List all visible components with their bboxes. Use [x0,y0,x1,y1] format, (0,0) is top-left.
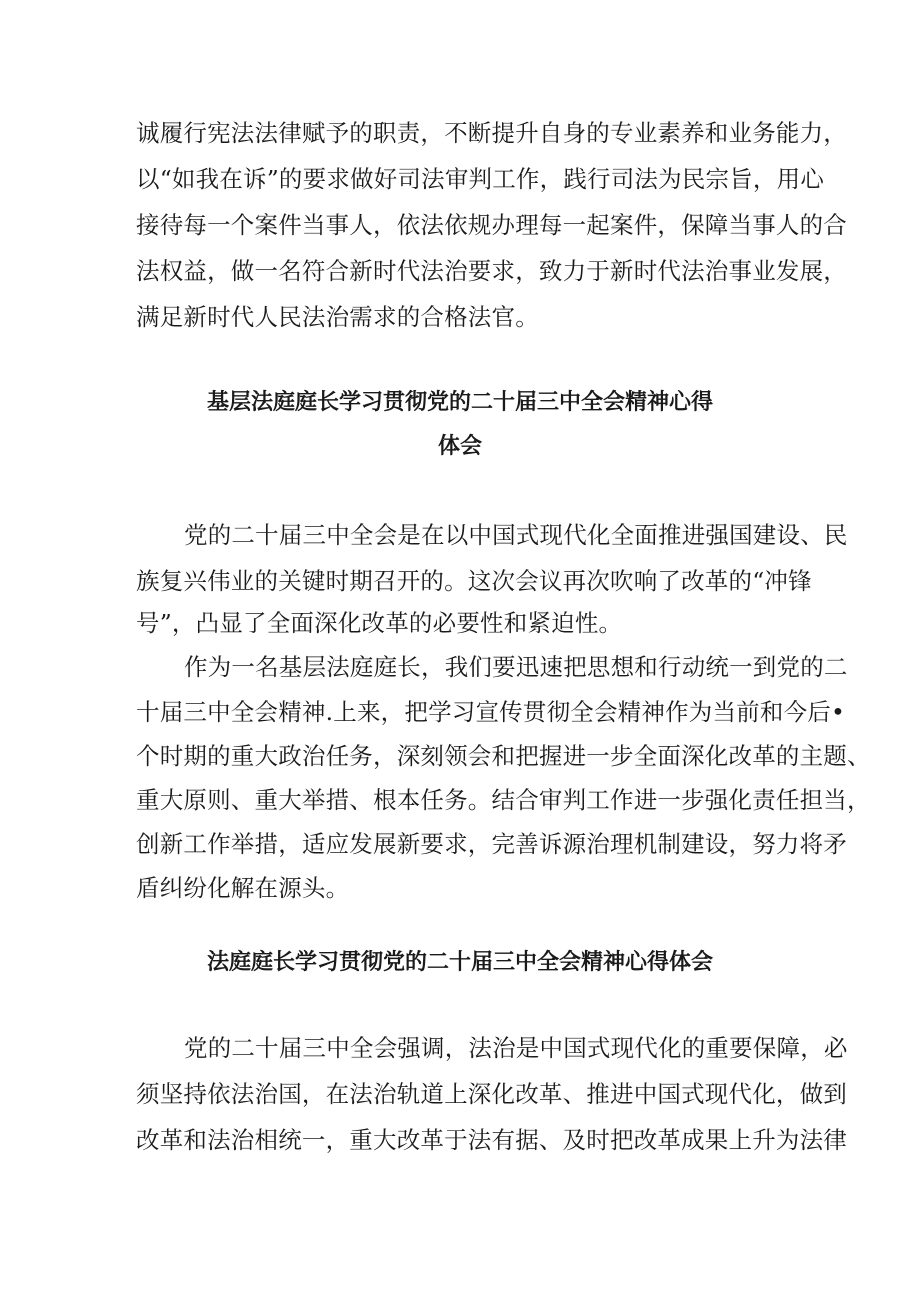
paragraph-line: 以“如我在诉”的要求做好司法审判工作，践行司法为民宗旨，用心 [136,165,825,193]
section-title-line: 法庭庭长学习贯彻党的二十届三中全会精神心得体会 [206,950,713,975]
paragraph-line: 党的二十届三中全会是在以中国式现代化全面推进强国建设、民 [184,521,848,549]
paragraph-line: 改革和法治相统一，重大改革于法有据、及时把改革成果上升为法律 [136,1126,847,1154]
paragraph-line: 须坚持依法治国，在法治轨道上深化改革、推进中国式现代化，做到 [136,1080,847,1108]
paragraph-line: 十届三中全会精神.上来，把学习宣传贯彻全会精神作为当前和今后• [136,698,846,726]
paragraph-line: 作为一名基层法庭庭长，我们要迅速把思想和行动统一到党的二 [184,653,848,681]
section-title-line: 体会 [437,434,482,459]
paragraph-line: 盾纠纷化解在源头。 [136,874,350,902]
paragraph-line: 满足新时代人民法治需求的合格法官。 [136,303,539,331]
paragraph-line: 个时期的重大政治任务，深刻领会和把握进一步全面深化改革的主题、 [136,742,871,770]
paragraph-line: 接待每一个案件当事人，依法依规办理每一起案件，保障当事人的合 [136,211,847,239]
paragraph-line: 族复兴伟业的关键时期召开的。这次会议再次吹响了改革的“冲锋 [136,567,812,595]
paragraph-line: 创新工作举措，适应发展新要求，完善诉源治理机制建设，努力将矛 [136,830,847,858]
paragraph-line: 号”，凸显了全面深化改革的必要性和紧迫性。 [136,609,623,637]
paragraph-line: 诚履行宪法法律赋予的职责，不断提升自身的专业素养和业务能力， [136,119,847,147]
paragraph-line: 党的二十届三中全会强调，法治是中国式现代化的重要保障，必 [184,1034,848,1062]
paragraph-line: 重大原则、重大举措、根本任务。结合审判工作进一步强化责任担当， [136,786,871,814]
paragraph-line: 法权益，做一名符合新时代法治要求，致力于新时代法治事业发展， [136,257,847,285]
section-title-line: 基层法庭庭长学习贯彻党的二十届三中全会精神心得 [206,390,713,415]
